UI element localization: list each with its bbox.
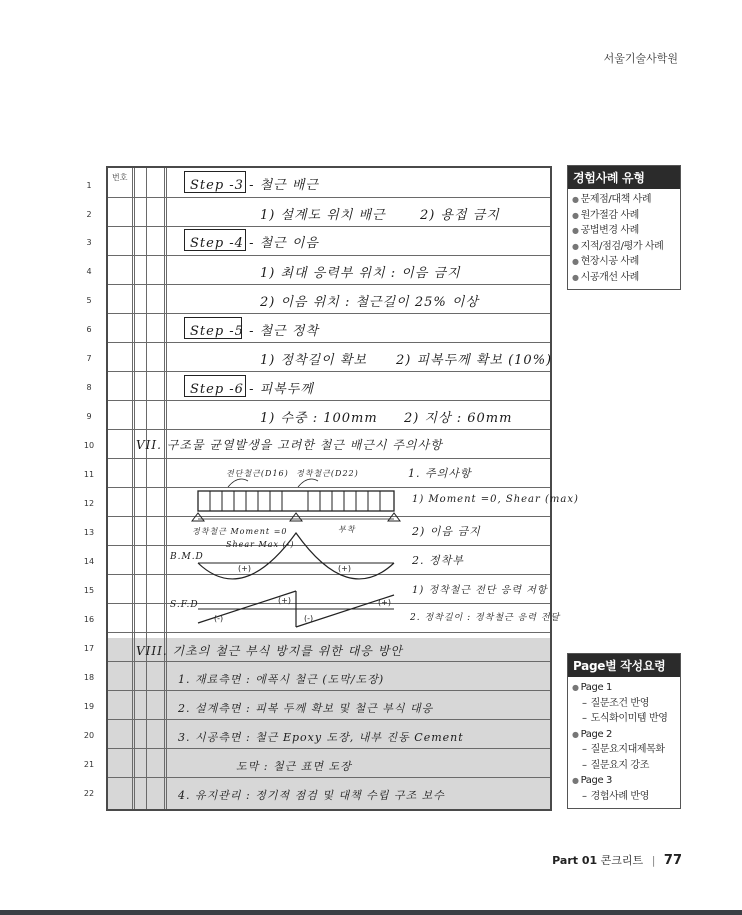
header-title: 서울기술사학원 [603, 52, 678, 65]
bullet-icon: ● [572, 683, 579, 692]
rule-line [108, 371, 550, 372]
handwritten-line: 도막 : 철근 표면 도장 [236, 760, 352, 773]
rule-line [108, 226, 550, 227]
column-line [164, 168, 167, 809]
stirrups [210, 491, 380, 511]
list-subitem: – 도식화이미템 반영 [582, 713, 668, 724]
handwritten-label: S.F.D [170, 600, 199, 610]
handwritten-line: 2) 이음 위치 : 철근길이 25% 이상 [260, 295, 479, 310]
row-number: 1 [86, 181, 92, 190]
rule-line [108, 777, 550, 778]
list-subitem: – 질문조건 반영 [582, 697, 649, 709]
bullet-icon: ● [572, 195, 579, 204]
page-guide-panel [567, 653, 681, 809]
case-types-title: 경험사례 유형 [568, 166, 680, 189]
bullet-icon: ● [572, 729, 579, 739]
handwritten-line: 2) 피복두께 확보 (10%) [396, 353, 553, 368]
sfd-label-1: (-) [214, 614, 224, 623]
handwritten-line: 2. 정착길이 : 정착철근 응력 전달 [410, 613, 561, 623]
handwritten-line: 2. 설계측면 : 피복 두께 확보 및 철근 부식 대응 [178, 702, 434, 715]
footer-part: Part 01 [552, 854, 598, 867]
rule-line [108, 255, 550, 256]
bottom-rule [0, 910, 742, 915]
number-header: 번호 [112, 173, 128, 182]
row-number: 17 [83, 644, 95, 653]
page-number: 77 [663, 853, 682, 868]
support-left [192, 513, 204, 521]
list-item: ● 문제점/대책 사례 [572, 194, 652, 205]
list-subitem: – 질문요지대제목화 [582, 744, 665, 755]
bullet-icon: ● [572, 257, 579, 266]
row-number: 7 [86, 354, 92, 363]
handwritten-label: 정착철근(D22) [296, 469, 359, 478]
handwritten-label: Shear Max (-) [226, 540, 295, 549]
handwritten-line: 1. 재료측면 : 에폭시 철근 (도막/도장) [178, 673, 385, 686]
row-number: 4 [86, 267, 92, 276]
handwritten-label: 부착 [338, 525, 356, 534]
row-number: 19 [83, 702, 95, 711]
rule-line [108, 429, 550, 430]
handwritten-line: 4. 유지관리 : 정기적 점검 및 대책 수립 구조 보수 [178, 789, 445, 802]
shaded-answer-section [108, 638, 550, 809]
handwritten-line: 2) 지상 : 60mm [404, 411, 513, 426]
list-item: ● Page 1 [572, 682, 612, 693]
leader-line [228, 479, 248, 487]
handwritten-line: 2) 이음 금지 [412, 525, 481, 538]
handwritten-line: Step -4 - 철근 이음 [190, 236, 319, 251]
handwritten-label: 정착철근 Moment =0 [192, 527, 288, 536]
beam-diagram [188, 471, 402, 635]
sfd-label-3: (-) [304, 614, 314, 623]
rule-line [108, 690, 550, 691]
list-item: ● Page 3 [572, 775, 612, 786]
handwritten-line: 1) 수중 : 100mm [260, 411, 378, 426]
beam-outline [198, 491, 394, 511]
leader-line [298, 479, 318, 487]
handwritten-label: B.M.D [170, 552, 204, 562]
column-line [132, 168, 135, 809]
bullet-icon: ● [572, 776, 579, 785]
answer-sheet [106, 166, 579, 811]
row-number: 9 [86, 412, 92, 421]
list-subitem: – 질문요지 강조 [582, 759, 649, 771]
list-subitem: – 경험사례 반영 [582, 790, 649, 802]
rule-line [108, 458, 550, 459]
row-number: 11 [83, 470, 95, 479]
row-number: 12 [83, 499, 95, 508]
rule-line [108, 661, 550, 662]
rule-line [108, 719, 550, 720]
rule-line [108, 400, 550, 401]
row-number: 16 [83, 615, 95, 624]
list-item: ● 공법변경 사례 [572, 225, 639, 236]
list-item: ● 지적/점검/평가 사례 [572, 240, 664, 252]
row-number: 13 [83, 528, 95, 537]
handwritten-line: 1) 최대 응력부 위치 : 이음 금지 [260, 266, 461, 281]
handwritten-line: Step -6 - 피복두께 [190, 382, 314, 397]
bullet-icon: ● [572, 226, 579, 235]
handwritten-line: 1. 주의사항 [408, 467, 472, 480]
page-guide-list [568, 677, 680, 808]
handwritten-line: 1) 설계도 위치 배근 [260, 208, 386, 223]
handwritten-line: VIII. 기초의 철근 부식 방지를 위한 대응 방안 [136, 644, 403, 658]
bmd-curve [198, 533, 394, 579]
case-types-list [568, 189, 680, 289]
list-item: ● Page 2 [572, 728, 612, 740]
support-mid [290, 513, 302, 521]
row-number: 5 [86, 296, 92, 305]
sfd-label-2: (+) [278, 596, 291, 605]
rule-line [108, 342, 550, 343]
footer-separator: | [651, 854, 656, 867]
handwritten-line: VII. 구조물 균열발생을 고려한 철근 배근시 주의사항 [136, 438, 443, 452]
row-number: 8 [86, 383, 92, 392]
row-number: 10 [83, 441, 95, 450]
handwritten-line: 1) 정착길이 확보 [260, 353, 367, 368]
handwritten-line: 1) 정착철근 전단 응력 저항 [412, 585, 548, 596]
row-number: 15 [83, 586, 95, 595]
row-number: 3 [86, 238, 92, 247]
rule-line [108, 197, 550, 198]
handwritten-line: 1) Moment =0, Shear (max) [412, 494, 579, 505]
page-footer [552, 852, 682, 868]
handwritten-line: Step -3 - 철근 배근 [190, 178, 319, 193]
column-line [146, 168, 147, 809]
bmd-label-left: (+) [238, 564, 251, 573]
footer-chapter: 콘크리트 [600, 854, 644, 867]
row-number: 20 [83, 731, 95, 740]
row-number: 22 [83, 789, 95, 798]
rule-line [108, 284, 550, 285]
list-item: ● 시공개선 사례 [572, 271, 639, 283]
bullet-icon: ● [572, 272, 579, 282]
row-number: 6 [86, 325, 92, 334]
handwritten-line: 2. 정착부 [412, 554, 464, 567]
page-guide-title: Page별 작성요령 [568, 654, 680, 677]
support-right [388, 513, 400, 521]
case-types-panel [567, 165, 681, 290]
handwritten-line: 2) 용접 금지 [420, 208, 500, 223]
rule-line [108, 313, 550, 314]
row-number: 18 [83, 673, 95, 682]
bullet-icon: ● [572, 210, 579, 220]
row-number: 14 [83, 557, 95, 566]
bullet-icon: ● [572, 241, 579, 251]
list-item: ● 원가절감 사례 [572, 209, 639, 221]
sfd-label-4: (+) [378, 598, 391, 607]
list-item: ● 현장시공 사례 [572, 256, 639, 267]
row-number: 2 [86, 210, 92, 219]
row-number: 21 [83, 760, 95, 769]
handwritten-label: 전단철근(D16) [226, 469, 289, 478]
bmd-label-right: (+) [338, 564, 351, 573]
rule-line [108, 748, 550, 749]
handwritten-line: 3. 시공측면 : 철근 Epoxy 도장, 내부 진동 Cement [178, 731, 464, 744]
handwritten-line: Step -5 - 철근 정착 [190, 324, 319, 339]
